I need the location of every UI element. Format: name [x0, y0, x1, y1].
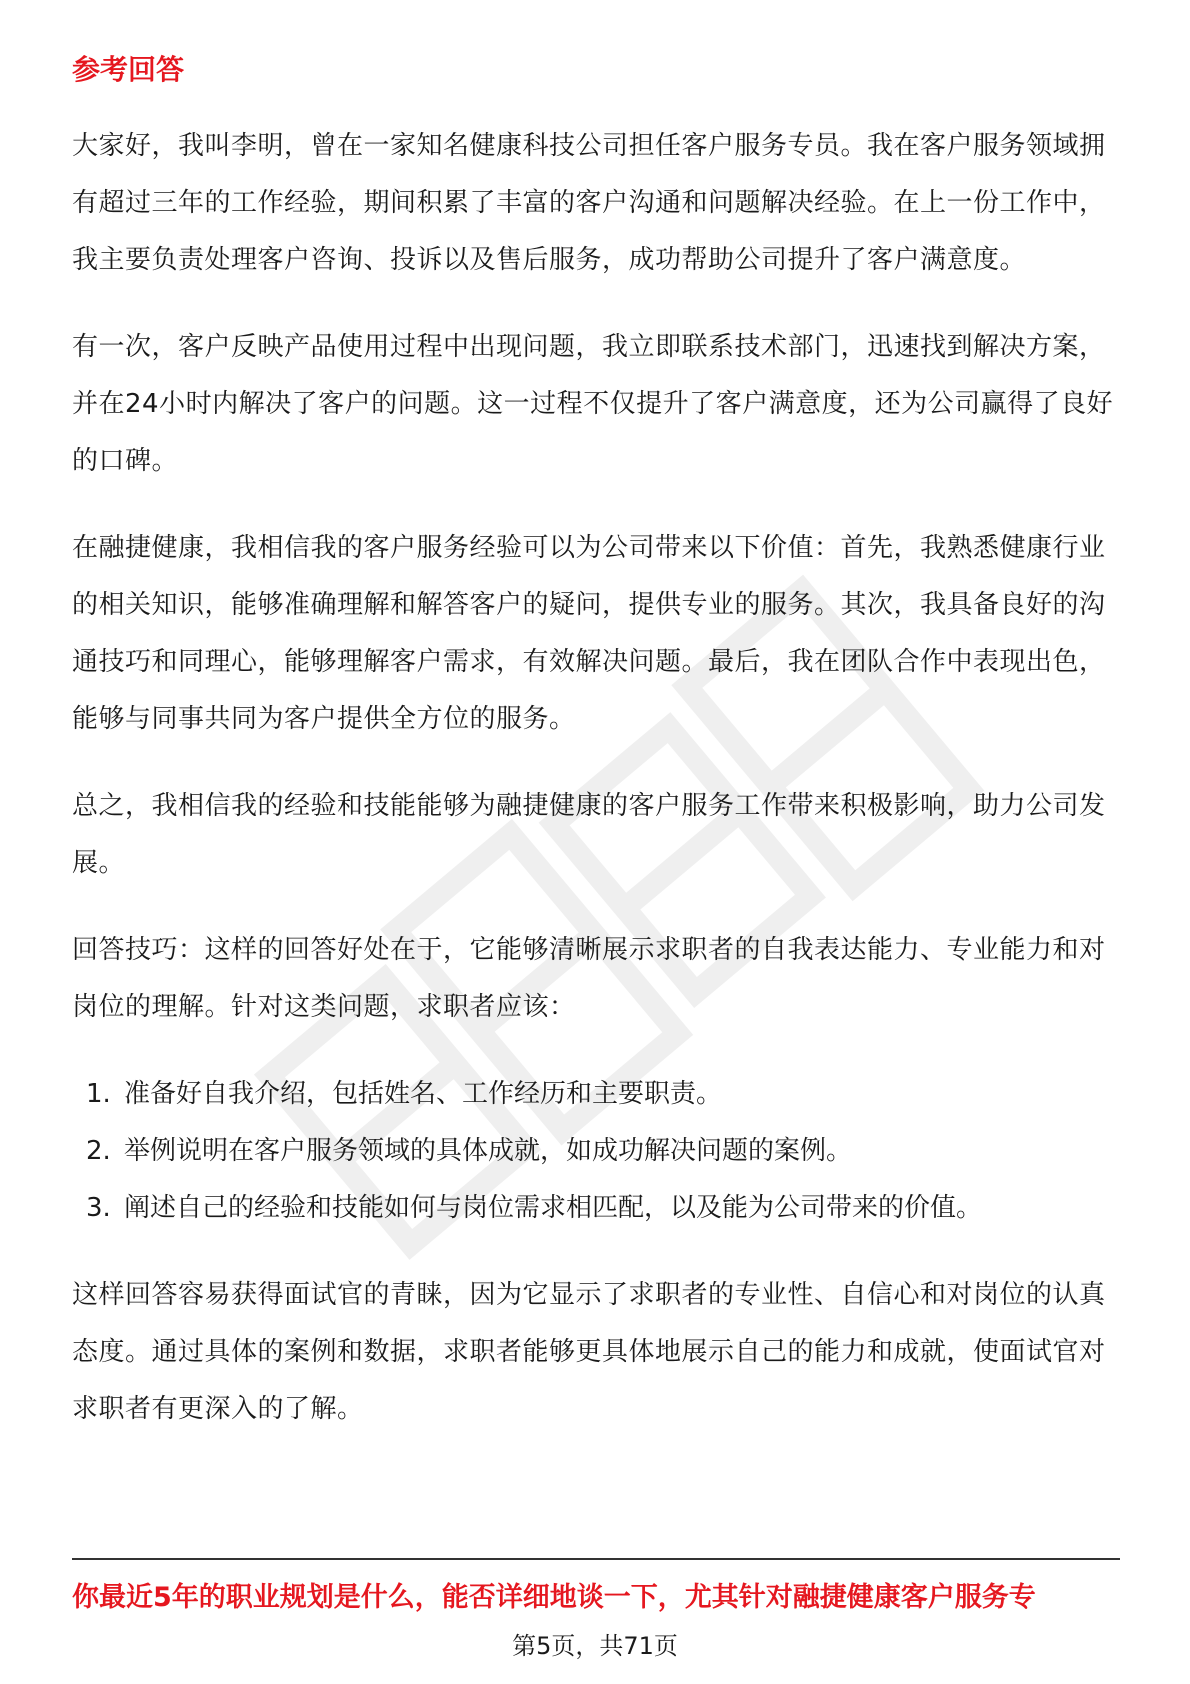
page-number: 第5页，共71页: [512, 1632, 678, 1660]
divider: [72, 1558, 1120, 1560]
list-item-text: 举例说明在客户服务领域的具体成就，如成功解决问题的案例。: [124, 1136, 853, 1166]
next-question-heading: 你最近5年的职业规划是什么，能否详细地谈一下，尤其针对融捷健康客户服务专: [72, 1582, 1036, 1613]
tips-list: [72, 1066, 1120, 1237]
paragraph-example: 有一次，客户反映产品使用过程中出现问题，我立即联系技术部门，迅速找到解决方案，并在24小时内解决了客户的问题。这一过程不仅提升了客户满意度，还为公司赢得了良好的口碑。: [72, 332, 1114, 476]
list-item-text: 阐述自己的经验和技能如何与岗位需求相匹配，以及能为公司带来的价值。: [124, 1193, 983, 1223]
list-item-number: 2.: [86, 1136, 111, 1166]
list-item: [72, 1180, 1120, 1237]
main-content: [72, 50, 1120, 1468]
list-item-text: 准备好自我介绍，包括姓名、工作经历和主要职责。: [124, 1079, 723, 1109]
list-item-number: 3.: [86, 1193, 111, 1223]
paragraph-value: 在融捷健康，我相信我的客户服务经验可以为公司带来以下价值：首先，我熟悉健康行业的相关知识，能够准确理解和解答客户的疑问，提供专业的服务。其次，我具备良好的沟通技巧和同理心，能够理解客户需求，有效解决问题。最后，我在团队合作中表现出色，能够与同事共同为客户提供全方位的服务。: [72, 533, 1106, 734]
paragraph-intro: 大家好，我叫李明，曾在一家知名健康科技公司担任客户服务专员。我在客户服务领域拥有超过三年的工作经验，期间积累了丰富的客户沟通和问题解决经验。在上一份工作中，我主要负责处理客户咨询、投诉以及售后服务，成功帮助公司提升了客户满意度。: [72, 131, 1106, 275]
paragraph-closing: 这样回答容易获得面试官的青睐，因为它显示了求职者的专业性、自信心和对岗位的认真态度。通过具体的案例和数据，求职者能够更具体地展示自己的能力和成就，使面试官对求职者有更深入的了解。: [72, 1280, 1106, 1424]
list-item: [72, 1066, 1120, 1123]
section-title: 参考回答: [72, 53, 185, 86]
paragraph-summary: 总之，我相信我的经验和技能能够为融捷健康的客户服务工作带来积极影响，助力公司发展。: [72, 791, 1106, 878]
list-item: [72, 1123, 1120, 1180]
paragraph-tips: 回答技巧：这样的回答好处在于，它能够清晰展示求职者的自我表达能力、专业能力和对岗位的理解。针对这类问题，求职者应该：: [72, 935, 1106, 1022]
list-item-number: 1.: [86, 1079, 111, 1109]
